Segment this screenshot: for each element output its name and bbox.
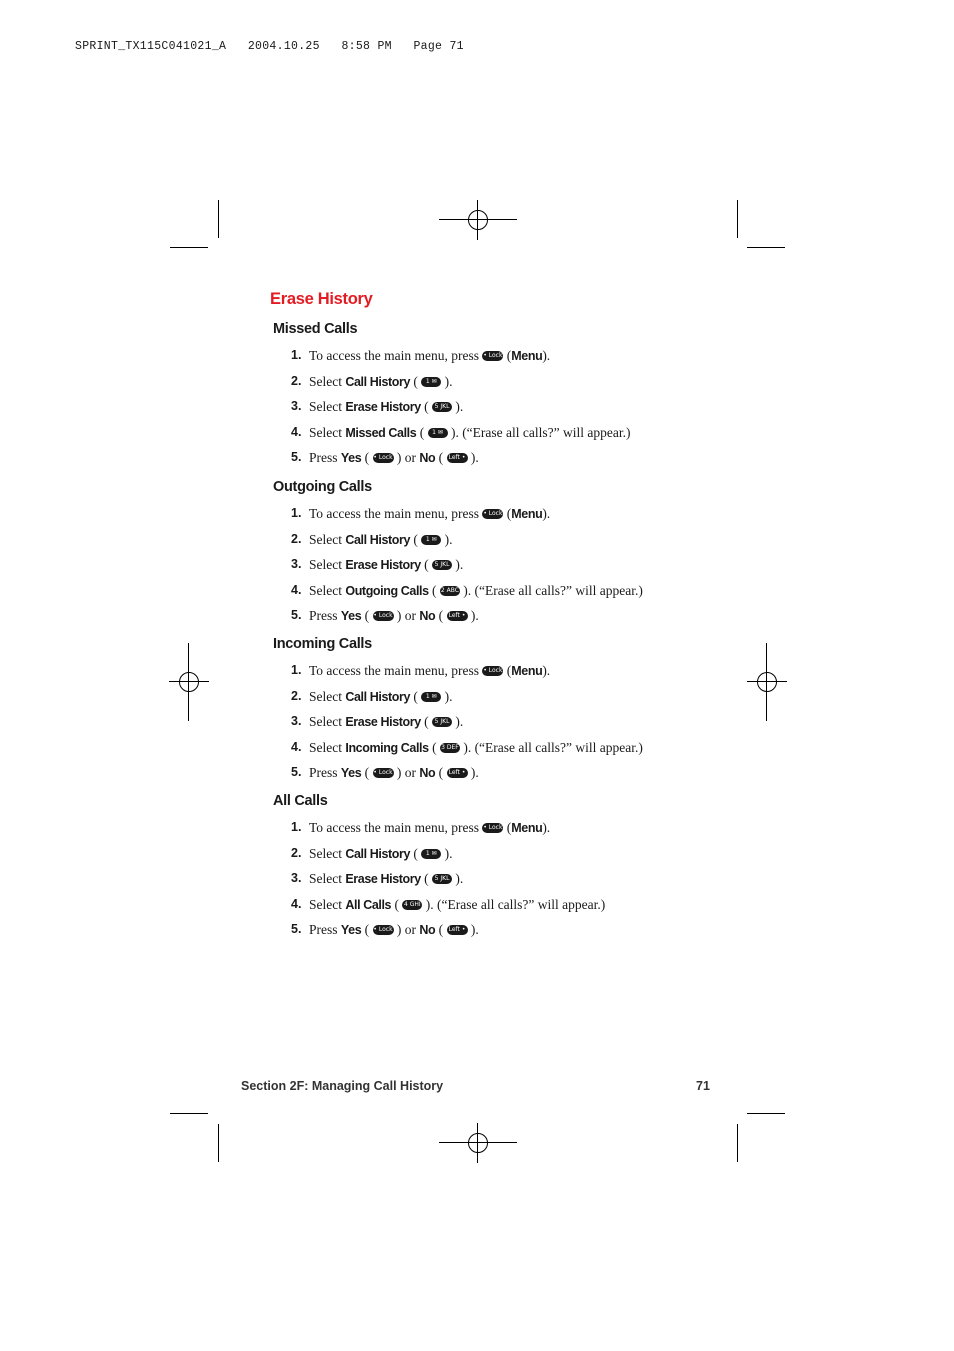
step-trailing-text: . (“Erase all calls?” will appear.)	[455, 424, 631, 440]
step-item	[273, 841, 713, 867]
crop-mark	[218, 200, 219, 238]
right-softkey-icon: Left •	[447, 925, 468, 935]
step-number: 1.	[291, 348, 302, 362]
key-5-icon: 5 JKL	[432, 874, 452, 884]
crop-mark	[737, 200, 738, 238]
step-text: Select All Calls ( 4 GHI ). (“Erase all calls?” will appear.)	[309, 896, 606, 912]
step-item	[273, 343, 713, 369]
menu-label: Menu	[511, 664, 543, 678]
section-title: Outgoing Calls	[273, 479, 372, 495]
step-number: 1.	[291, 663, 302, 677]
menu-softkey-icon: • Lock	[483, 823, 503, 831]
step-lead-text: Select	[309, 739, 342, 755]
step-item	[273, 501, 713, 527]
step-trailing-text: . (“Erase all calls?” will appear.)	[467, 582, 643, 598]
step-text: Press Yes ( • Lock ) or No ( Left • ).	[309, 608, 479, 624]
step-number: 2.	[291, 373, 302, 388]
step-item	[273, 815, 713, 841]
no-label: No	[419, 923, 436, 938]
yes-label: Yes	[340, 609, 362, 624]
crop-mark	[170, 1113, 208, 1114]
step-text: Select Call History ( 1 ✉ ).	[309, 531, 453, 547]
step-lead-text: To access the main menu, press	[309, 663, 480, 678]
step-text: Select Erase History ( 5 JKL ).	[309, 557, 464, 573]
step-lead-text: Select	[309, 896, 342, 912]
menu-label: Menu	[511, 507, 543, 521]
crop-mark	[218, 1124, 219, 1162]
menu-softkey-icon: • Lock	[483, 666, 503, 674]
step-text: Press Yes ( • Lock ) or No ( Left • ).	[309, 450, 479, 466]
crop-mark	[737, 1124, 738, 1162]
page-title: Erase History	[270, 290, 373, 308]
step-trailing-text: . (“Erase all calls?” will appear.)	[430, 896, 606, 912]
menu-softkey-icon: • Lock	[483, 351, 503, 359]
step-text: To access the main menu, press • Lock (Menu).	[309, 663, 551, 678]
step-item	[273, 394, 713, 420]
step-lead-text: Press	[309, 922, 338, 938]
step-item	[273, 420, 713, 446]
key-5-icon: 5 JKL	[432, 560, 452, 570]
yes-label: Yes	[340, 451, 362, 466]
left-softkey-icon: • Lock	[373, 612, 393, 620]
step-lead-text: Press	[309, 608, 338, 624]
step-text: Select Call History ( 1 ✉ ).	[309, 845, 453, 861]
step-text: To access the main menu, press • Lock (Menu).	[309, 506, 551, 521]
step-item	[273, 369, 713, 395]
left-softkey-icon: • Lock	[373, 769, 393, 777]
menu-option-label: Call History	[345, 374, 411, 389]
step-lead-text: To access the main menu, press	[309, 348, 480, 363]
crop-mark	[747, 247, 785, 248]
menu-option-label: Outgoing Calls	[345, 583, 429, 598]
step-number: 1.	[291, 506, 302, 520]
registration-mark-icon	[169, 643, 209, 721]
step-text: Press Yes ( • Lock ) or No ( Left • ).	[309, 765, 479, 781]
print-slug: SPRINT_TX115C041021_A 2004.10.25 8:58 PM Page 71	[75, 40, 464, 53]
menu-option-label: Erase History	[345, 400, 421, 415]
menu-option-label: Missed Calls	[345, 425, 417, 440]
step-item	[273, 866, 713, 892]
step-text: Select Incoming Calls ( 3 DEF ). (“Erase all calls?” will appear.)	[309, 739, 643, 755]
step-number: 2.	[291, 688, 302, 703]
left-softkey-icon: • Lock	[373, 926, 393, 934]
step-number: 1.	[291, 820, 302, 834]
crop-mark	[170, 247, 208, 248]
no-label: No	[419, 766, 436, 781]
menu-option-label: Call History	[345, 689, 411, 704]
step-number: 3.	[291, 714, 302, 729]
section-incoming-calls	[273, 633, 713, 786]
step-text: Select Missed Calls ( 1 ✉ ). (“Erase all calls?” will appear.)	[309, 424, 631, 440]
menu-option-label: Erase History	[345, 715, 421, 730]
step-item	[273, 917, 713, 943]
step-number: 2.	[291, 531, 302, 546]
or-text: or	[404, 922, 416, 938]
step-number: 5.	[291, 450, 302, 465]
step-number: 2.	[291, 845, 302, 860]
step-lead-text: Select	[309, 424, 342, 440]
section-title: Missed Calls	[273, 321, 358, 337]
no-label: No	[419, 609, 436, 624]
step-lead-text: To access the main menu, press	[309, 820, 480, 835]
step-number: 4.	[291, 424, 302, 439]
step-trailing-text: . (“Erase all calls?” will appear.)	[467, 739, 643, 755]
no-label: No	[419, 451, 436, 466]
step-item	[273, 578, 713, 604]
key-2-icon: 2 ABC	[440, 586, 459, 594]
step-text: Select Call History ( 1 ✉ ).	[309, 373, 453, 389]
step-lead-text: Select	[309, 714, 342, 730]
section-all-calls	[273, 790, 713, 943]
section-title: All Calls	[273, 793, 328, 809]
section-missed-calls	[273, 318, 713, 471]
step-text: Select Erase History ( 5 JKL ).	[309, 714, 464, 730]
step-lead-text: Select	[309, 845, 342, 861]
step-lead-text: Select	[309, 871, 342, 887]
step-lead-text: Select	[309, 373, 342, 389]
step-number: 3.	[291, 399, 302, 414]
step-lead-text: Press	[309, 450, 338, 466]
right-softkey-icon: Left •	[447, 453, 468, 463]
registration-mark-icon	[439, 200, 517, 240]
footer-page-number: 71	[696, 1079, 710, 1093]
step-text: Press Yes ( • Lock ) or No ( Left • ).	[309, 922, 479, 938]
key-3-icon: 3 DEF	[441, 743, 459, 751]
step-number: 4.	[291, 582, 302, 597]
menu-softkey-icon: • Lock	[483, 509, 503, 517]
or-text: or	[404, 765, 416, 781]
menu-option-label: Call History	[345, 846, 411, 861]
step-text: To access the main menu, press • Lock (Menu).	[309, 348, 551, 363]
menu-option-label: Incoming Calls	[345, 740, 429, 755]
step-lead-text: Press	[309, 765, 338, 781]
key-1-icon: 1 ✉	[421, 377, 441, 387]
key-1-icon: 1 ✉	[428, 428, 448, 438]
step-number: 4.	[291, 739, 302, 754]
key-1-icon: 1 ✉	[421, 849, 441, 859]
yes-label: Yes	[340, 923, 362, 938]
step-item	[273, 445, 713, 471]
step-lead-text: Select	[309, 688, 342, 704]
step-text: Select Outgoing Calls ( 2 ABC ). (“Erase all calls?” will appear.)	[309, 582, 643, 598]
step-text: To access the main menu, press • Lock (Menu).	[309, 820, 551, 835]
step-text: Select Erase History ( 5 JKL ).	[309, 871, 464, 887]
step-item	[273, 760, 713, 786]
section-title: Incoming Calls	[273, 636, 372, 652]
key-5-icon: 5 JKL	[432, 717, 452, 727]
key-5-icon: 5 JKL	[432, 402, 452, 412]
left-softkey-icon: • Lock	[373, 454, 393, 462]
right-softkey-icon: Left •	[447, 768, 468, 778]
step-number: 5.	[291, 922, 302, 937]
registration-mark-icon	[747, 643, 787, 721]
right-softkey-icon: Left •	[447, 611, 468, 621]
yes-label: Yes	[340, 766, 362, 781]
step-lead-text: To access the main menu, press	[309, 506, 480, 521]
menu-label: Menu	[511, 349, 543, 363]
step-number: 3.	[291, 871, 302, 886]
step-item	[273, 735, 713, 761]
step-number: 5.	[291, 765, 302, 780]
step-lead-text: Select	[309, 557, 342, 573]
step-text: Select Call History ( 1 ✉ ).	[309, 688, 453, 704]
menu-label: Menu	[511, 821, 543, 835]
step-lead-text: Select	[309, 531, 342, 547]
step-item	[273, 552, 713, 578]
step-item	[273, 527, 713, 553]
crop-mark	[747, 1113, 785, 1114]
menu-option-label: Call History	[345, 532, 411, 547]
step-number: 4.	[291, 896, 302, 911]
key-1-icon: 1 ✉	[421, 692, 441, 702]
step-number: 3.	[291, 557, 302, 572]
step-lead-text: Select	[309, 582, 342, 598]
step-text: Select Erase History ( 5 JKL ).	[309, 399, 464, 415]
section-outgoing-calls	[273, 476, 713, 629]
key-4-icon: 4 GHI	[404, 900, 421, 908]
menu-option-label: All Calls	[345, 897, 392, 912]
step-number: 5.	[291, 608, 302, 623]
step-lead-text: Select	[309, 399, 342, 415]
footer-section-label: Section 2F: Managing Call History	[241, 1079, 444, 1093]
or-text: or	[404, 450, 416, 466]
step-item	[273, 684, 713, 710]
key-1-icon: 1 ✉	[421, 535, 441, 545]
menu-option-label: Erase History	[345, 872, 421, 887]
or-text: or	[404, 608, 416, 624]
registration-mark-icon	[439, 1123, 517, 1163]
step-item	[273, 658, 713, 684]
step-item	[273, 892, 713, 918]
step-item	[273, 709, 713, 735]
menu-option-label: Erase History	[345, 558, 421, 573]
step-item	[273, 603, 713, 629]
